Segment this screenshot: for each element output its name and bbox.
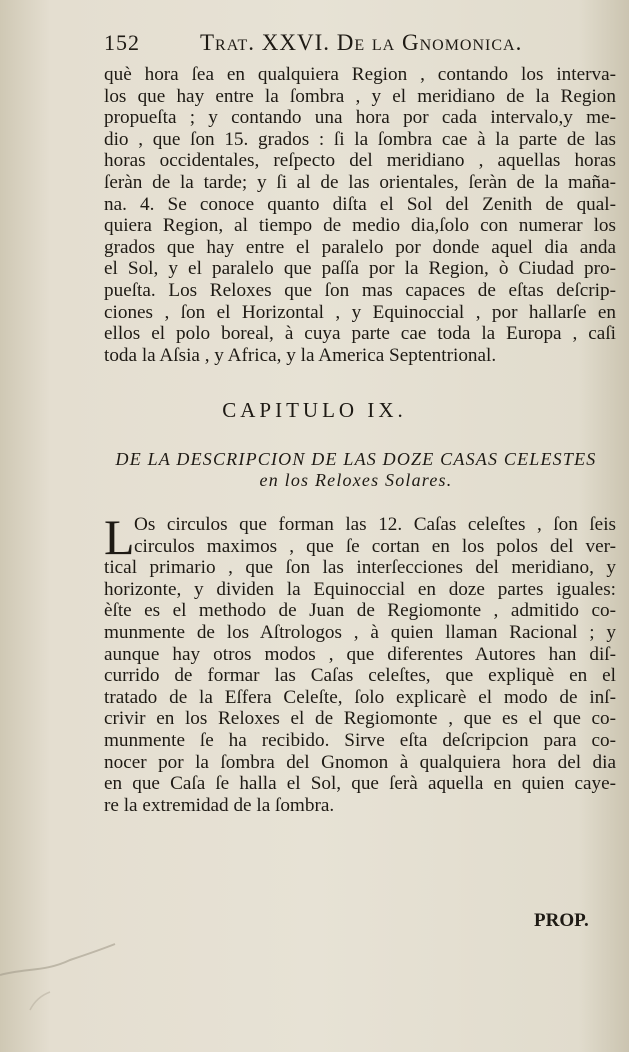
subtitle-line-2: en los Reloxes Solares. xyxy=(259,470,453,490)
text-line: toda la Aſsia , y Africa, y la America Septentrional. xyxy=(104,344,497,366)
chapter-subtitle xyxy=(96,449,616,491)
text-line: aunque hay otros modos , que diferentes Autores han diſ- xyxy=(104,643,616,665)
text-line: què hora ſea en qualquiera Region , contando los interva- xyxy=(104,64,616,85)
text-line: horas occidentales, reſpecto del meridiano , aquellas horas xyxy=(104,150,616,172)
paragraph-1 xyxy=(104,64,616,366)
text-line: en que Caſa ſe halla el Sol, que ſerà aquella en quien caye- xyxy=(104,773,616,795)
paper-stain xyxy=(0,900,140,1040)
text-line: los que hay entre la ſombra , y el meridiano de la Region xyxy=(104,85,616,107)
text-line: ciones , ſon el Horizontal , y Equinoccial , por hallarſe en xyxy=(104,301,616,323)
text-line: horizonte, y dividen la Equinoccial en doze partes iguales: xyxy=(104,578,616,600)
text-line: grados que hay entre el paralelo por donde aquel dia anda xyxy=(104,236,616,258)
text-line: tical primario , que ſon las interſecciones del meridiano, y xyxy=(104,557,616,579)
text-line: nocer por la ſombra del Gnomon à qualquiera hora del dia xyxy=(104,751,616,773)
subtitle-line-1: DE LA DESCRIPCION DE LAS DOZE CASAS CELESTES xyxy=(115,449,597,469)
text-line: tratado de la Eſfera Celeſte, ſolo explicarè el modo de inſ- xyxy=(104,686,616,708)
drop-cap: L xyxy=(104,509,135,565)
text-line: munmente de los Aſtrologos , à quien llaman Racional ; y xyxy=(104,621,616,643)
text-line: crivir en los Reloxes el de Regiomonte , que es el que co- xyxy=(104,708,616,730)
text-line: ſeràn de la tarde; y ſi al de las orientales, ſeràn de la maña- xyxy=(104,171,616,193)
text-line: munmente ſe ha recibido. Sirve eſta deſcripcion para co- xyxy=(104,729,616,751)
text-line: propueſta ; y contando una hora por cada intervalo,y me- xyxy=(104,107,616,129)
paragraph-2 xyxy=(104,509,616,816)
text-line: pueſta. Los Reloxes que ſon mas capaces de eſtas deſcrip- xyxy=(104,279,616,301)
catchword: PROP. xyxy=(534,910,589,931)
text-line: ellos el polo boreal, à cuya parte cae toda la Europa , caſi xyxy=(104,323,616,345)
text-line: quiera Region, al tiempo de medio dia,ſolo con numerar los xyxy=(104,215,616,237)
page-header xyxy=(104,30,544,56)
chapter-title: CAPITULO IX. xyxy=(222,398,407,422)
running-title: Trat. XXVI. De la Gnomonica. xyxy=(200,30,523,55)
text-line: currido de formar las Caſas celeſtes, que expliquè en el xyxy=(104,665,616,687)
text-line: na. 4. Se conoce quanto diſta el Sol del Zenith de qual- xyxy=(104,193,616,215)
text-line: circulos maximos , que ſe cortan en los polos del ver- xyxy=(134,535,616,557)
text-line: èſte es el methodo de Juan de Regiomonte , admitido co- xyxy=(104,600,616,622)
text-line: dio , que ſon 15. grados : ſi la ſombra cae à la parte de las xyxy=(104,128,616,150)
page-number: 152 xyxy=(104,30,140,55)
text-line: el Sol, y el paralelo que paſſa por la Region, ò Ciudad pro- xyxy=(104,258,616,280)
text-line: Os circulos que forman las 12. Caſas celeſtes , ſon ſeis xyxy=(134,514,616,535)
text-line: re la extremidad de la ſombra. xyxy=(104,794,335,816)
